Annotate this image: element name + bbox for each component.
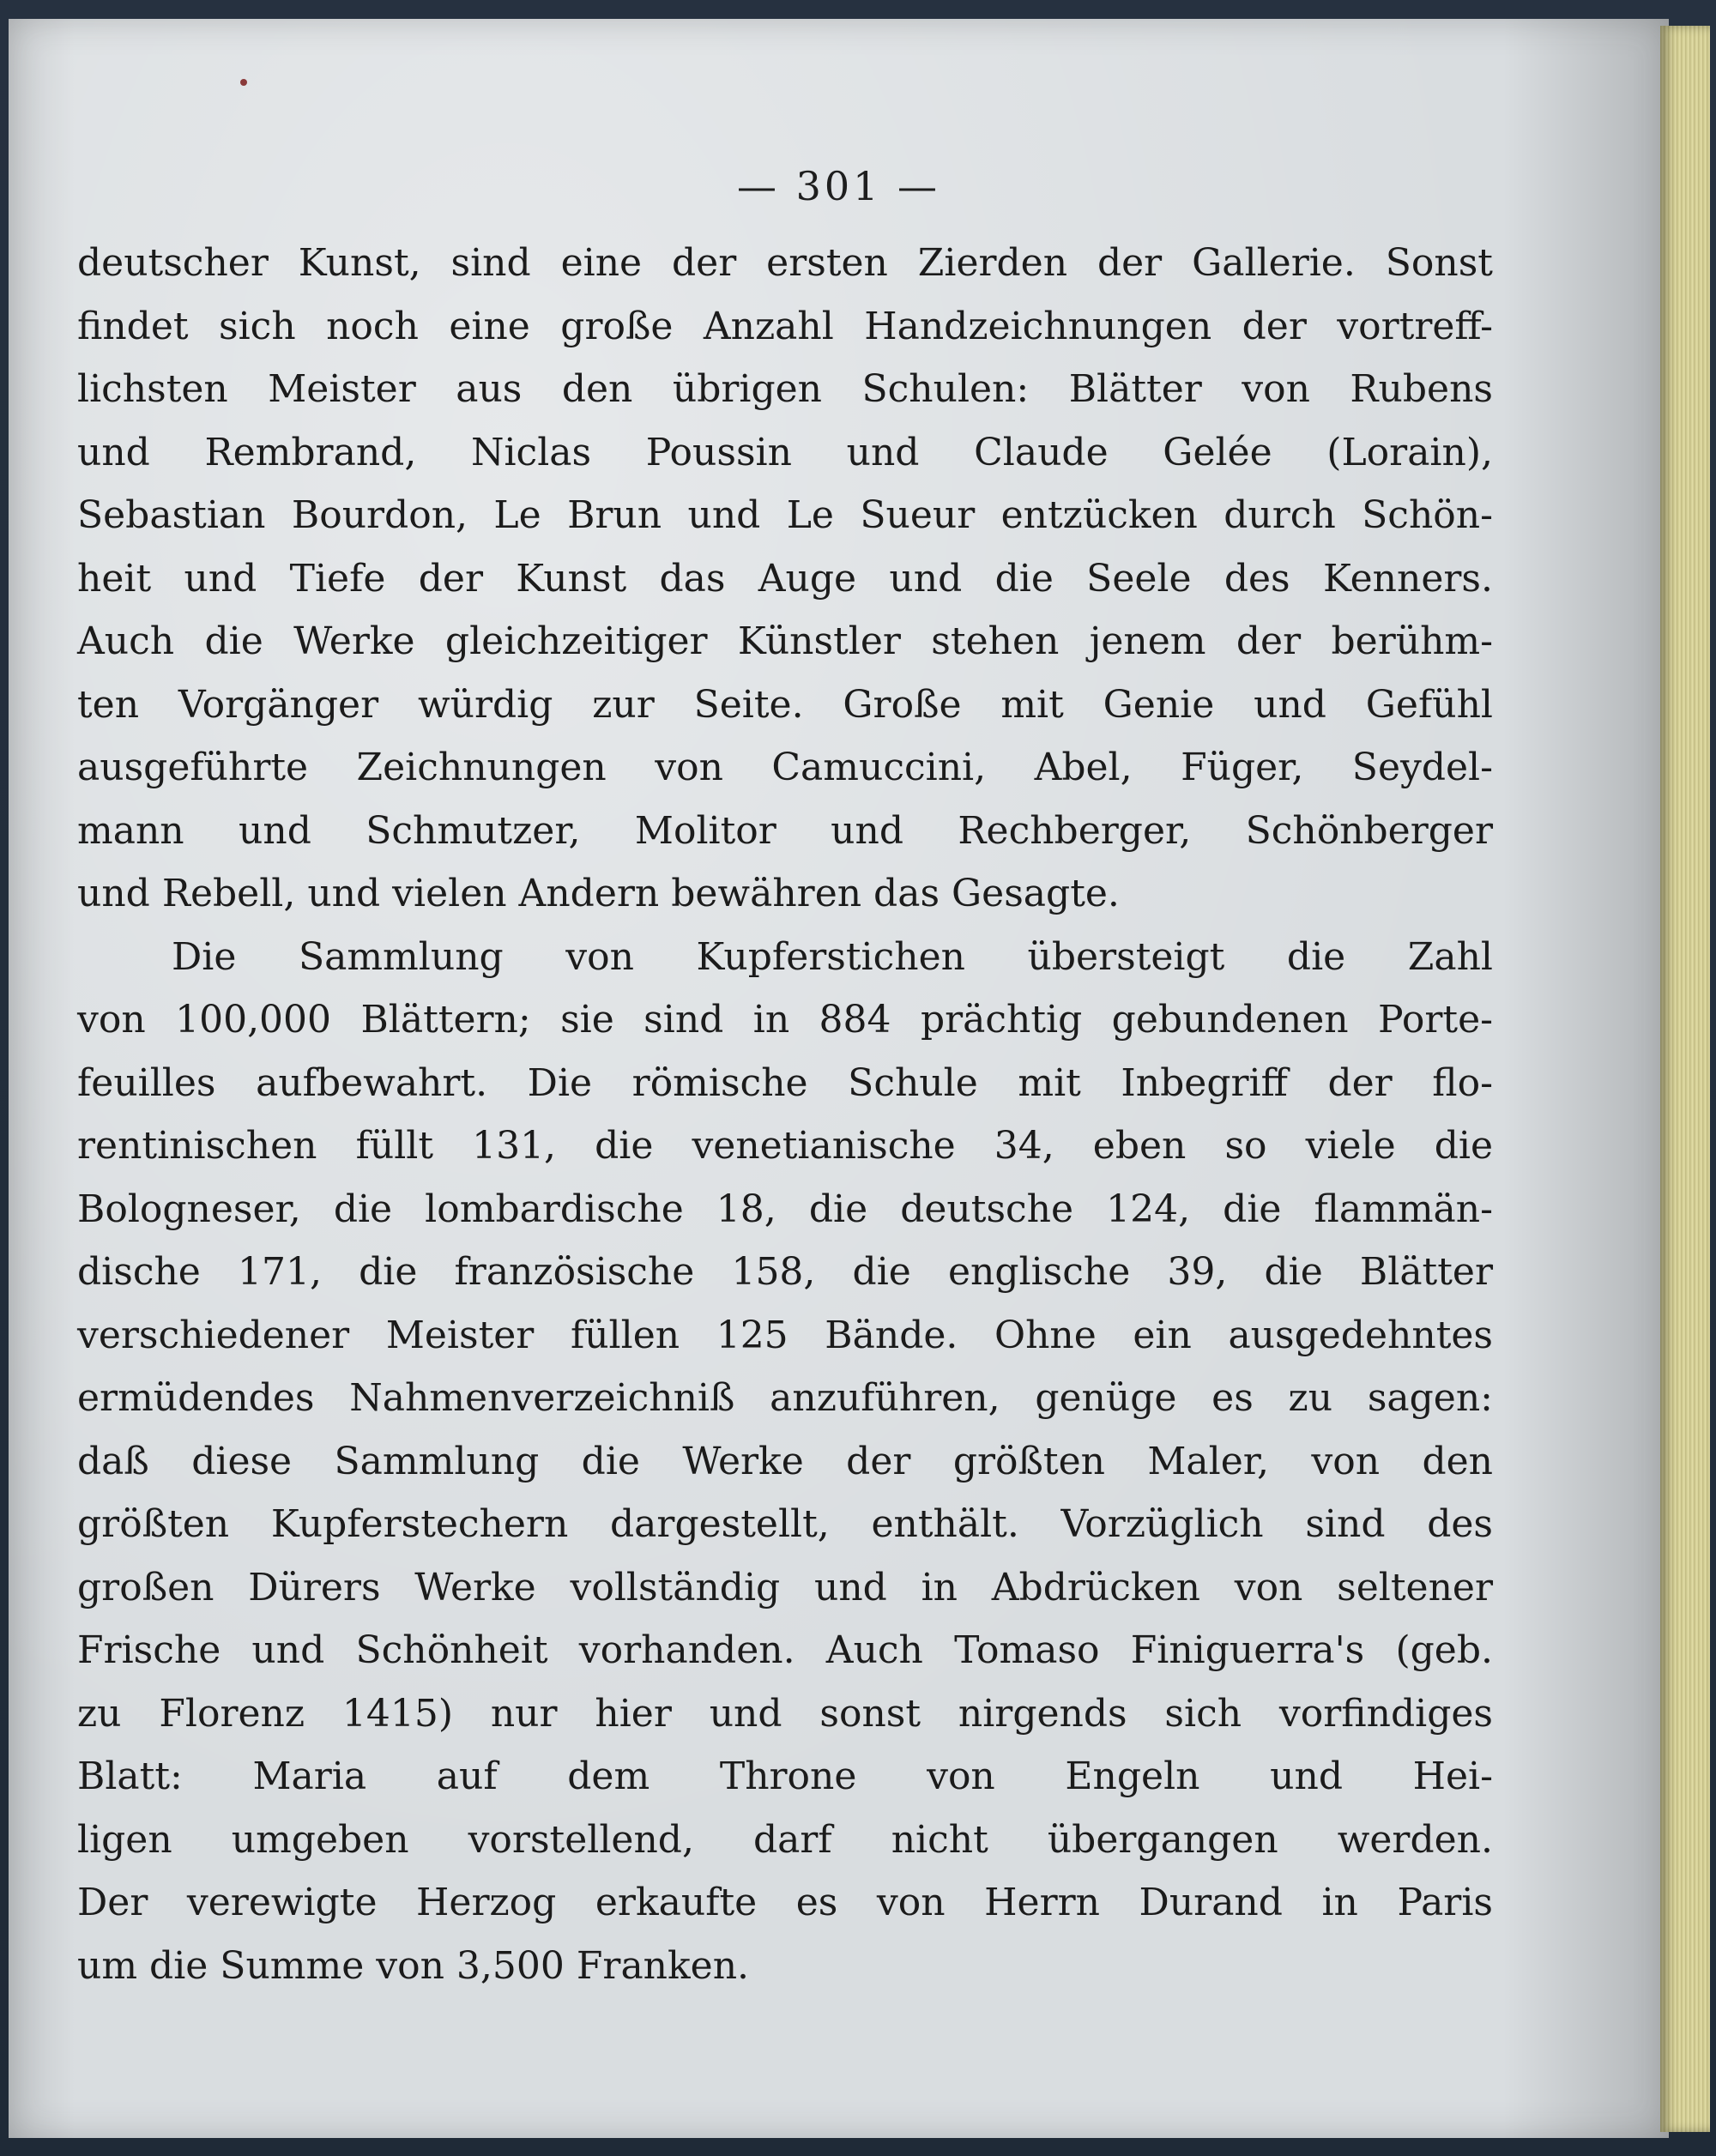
text-line: verschiedener Meister füllen 125 Bände. Ohne ein ausgedehntes bbox=[77, 1313, 1493, 1357]
text-line: ausgeführte Zeichnungen von Camuccini, Abel, Füger, Seydel- bbox=[77, 746, 1493, 789]
body-text bbox=[77, 232, 1493, 1997]
text-line: heit und Tiefe der Kunst das Auge und die Seele des Kenners. bbox=[77, 556, 1493, 601]
text-line: ermüdendes Nahmenverzeichniß anzuführen, genüge es zu sagen: bbox=[77, 1376, 1493, 1420]
page-number: — 301 — bbox=[736, 163, 941, 209]
text-line: Auch die Werke gleichzeitiger Künstler stehen jenem der berühm- bbox=[77, 619, 1493, 663]
text-line: ligen umgeben vorstellend, darf nicht übergangen werden. bbox=[77, 1817, 1493, 1862]
text-line: Bologneser, die lombardische 18, die deutsche 124, die flammän- bbox=[77, 1187, 1493, 1231]
page-sheet bbox=[9, 19, 1669, 2138]
text-line: zu Florenz 1415) nur hier und sonst nirgends sich vorfindiges bbox=[77, 1691, 1493, 1736]
text-line: Frische und Schönheit vorhanden. Auch Tomaso Finiguerra's (geb. bbox=[77, 1628, 1493, 1672]
text-line: mann und Schmutzer, Molitor und Rechberger, Schönberger bbox=[77, 808, 1493, 853]
text-line: Sebastian Bourdon, Le Brun und Le Sueur entzücken durch Schön- bbox=[77, 493, 1493, 537]
book-page-edges bbox=[1660, 26, 1710, 2132]
text-line: großen Dürers Werke vollständig und in Abdrücken von seltener bbox=[77, 1565, 1493, 1609]
text-line: Blatt: Maria auf dem Throne von Engeln und Hei- bbox=[77, 1754, 1493, 1798]
paragraph-start-line: Die Sammlung von Kupferstichen übersteigt die Zahl bbox=[172, 934, 1493, 979]
text-line: feuilles aufbewahrt. Die römische Schule mit Inbegriff der flo- bbox=[77, 1060, 1493, 1105]
text-line: daß diese Sammlung die Werke der größten Maler, von den bbox=[77, 1439, 1493, 1483]
paragraph-end-line: um die Summe von 3,500 Franken. bbox=[77, 1943, 750, 1988]
ink-spot bbox=[240, 79, 247, 86]
text-line: lichsten Meister aus den übrigen Schulen: Blätter von Rubens bbox=[77, 367, 1493, 411]
text-line: Der verewigte Herzog erkaufte es von Herrn Durand in Paris bbox=[77, 1881, 1493, 1924]
text-line: findet sich noch eine große Anzahl Handzeichnungen der vortreff- bbox=[77, 304, 1493, 348]
text-line: von 100,000 Blättern; sie sind in 884 prächtig gebundenen Porte- bbox=[77, 998, 1493, 1042]
paragraph-end-line: und Rebell, und vielen Andern bewähren das Gesagte. bbox=[77, 872, 1120, 915]
text-line: größten Kupferstechern dargestellt, enthält. Vorzüglich sind des bbox=[77, 1502, 1493, 1546]
text-line: und Rembrand, Niclas Poussin und Claude Gelée (Lorain), bbox=[77, 430, 1493, 474]
text-line: ten Vorgänger würdig zur Seite. Große mit Genie und Gefühl bbox=[77, 682, 1493, 727]
text-line: dische 171, die französische 158, die englische 39, die Blätter bbox=[77, 1250, 1493, 1294]
text-line: rentinischen füllt 131, die venetianische 34, eben so viele die bbox=[77, 1124, 1493, 1168]
text-line: deutscher Kunst, sind eine der ersten Zierden der Gallerie. Sonst bbox=[77, 241, 1493, 285]
